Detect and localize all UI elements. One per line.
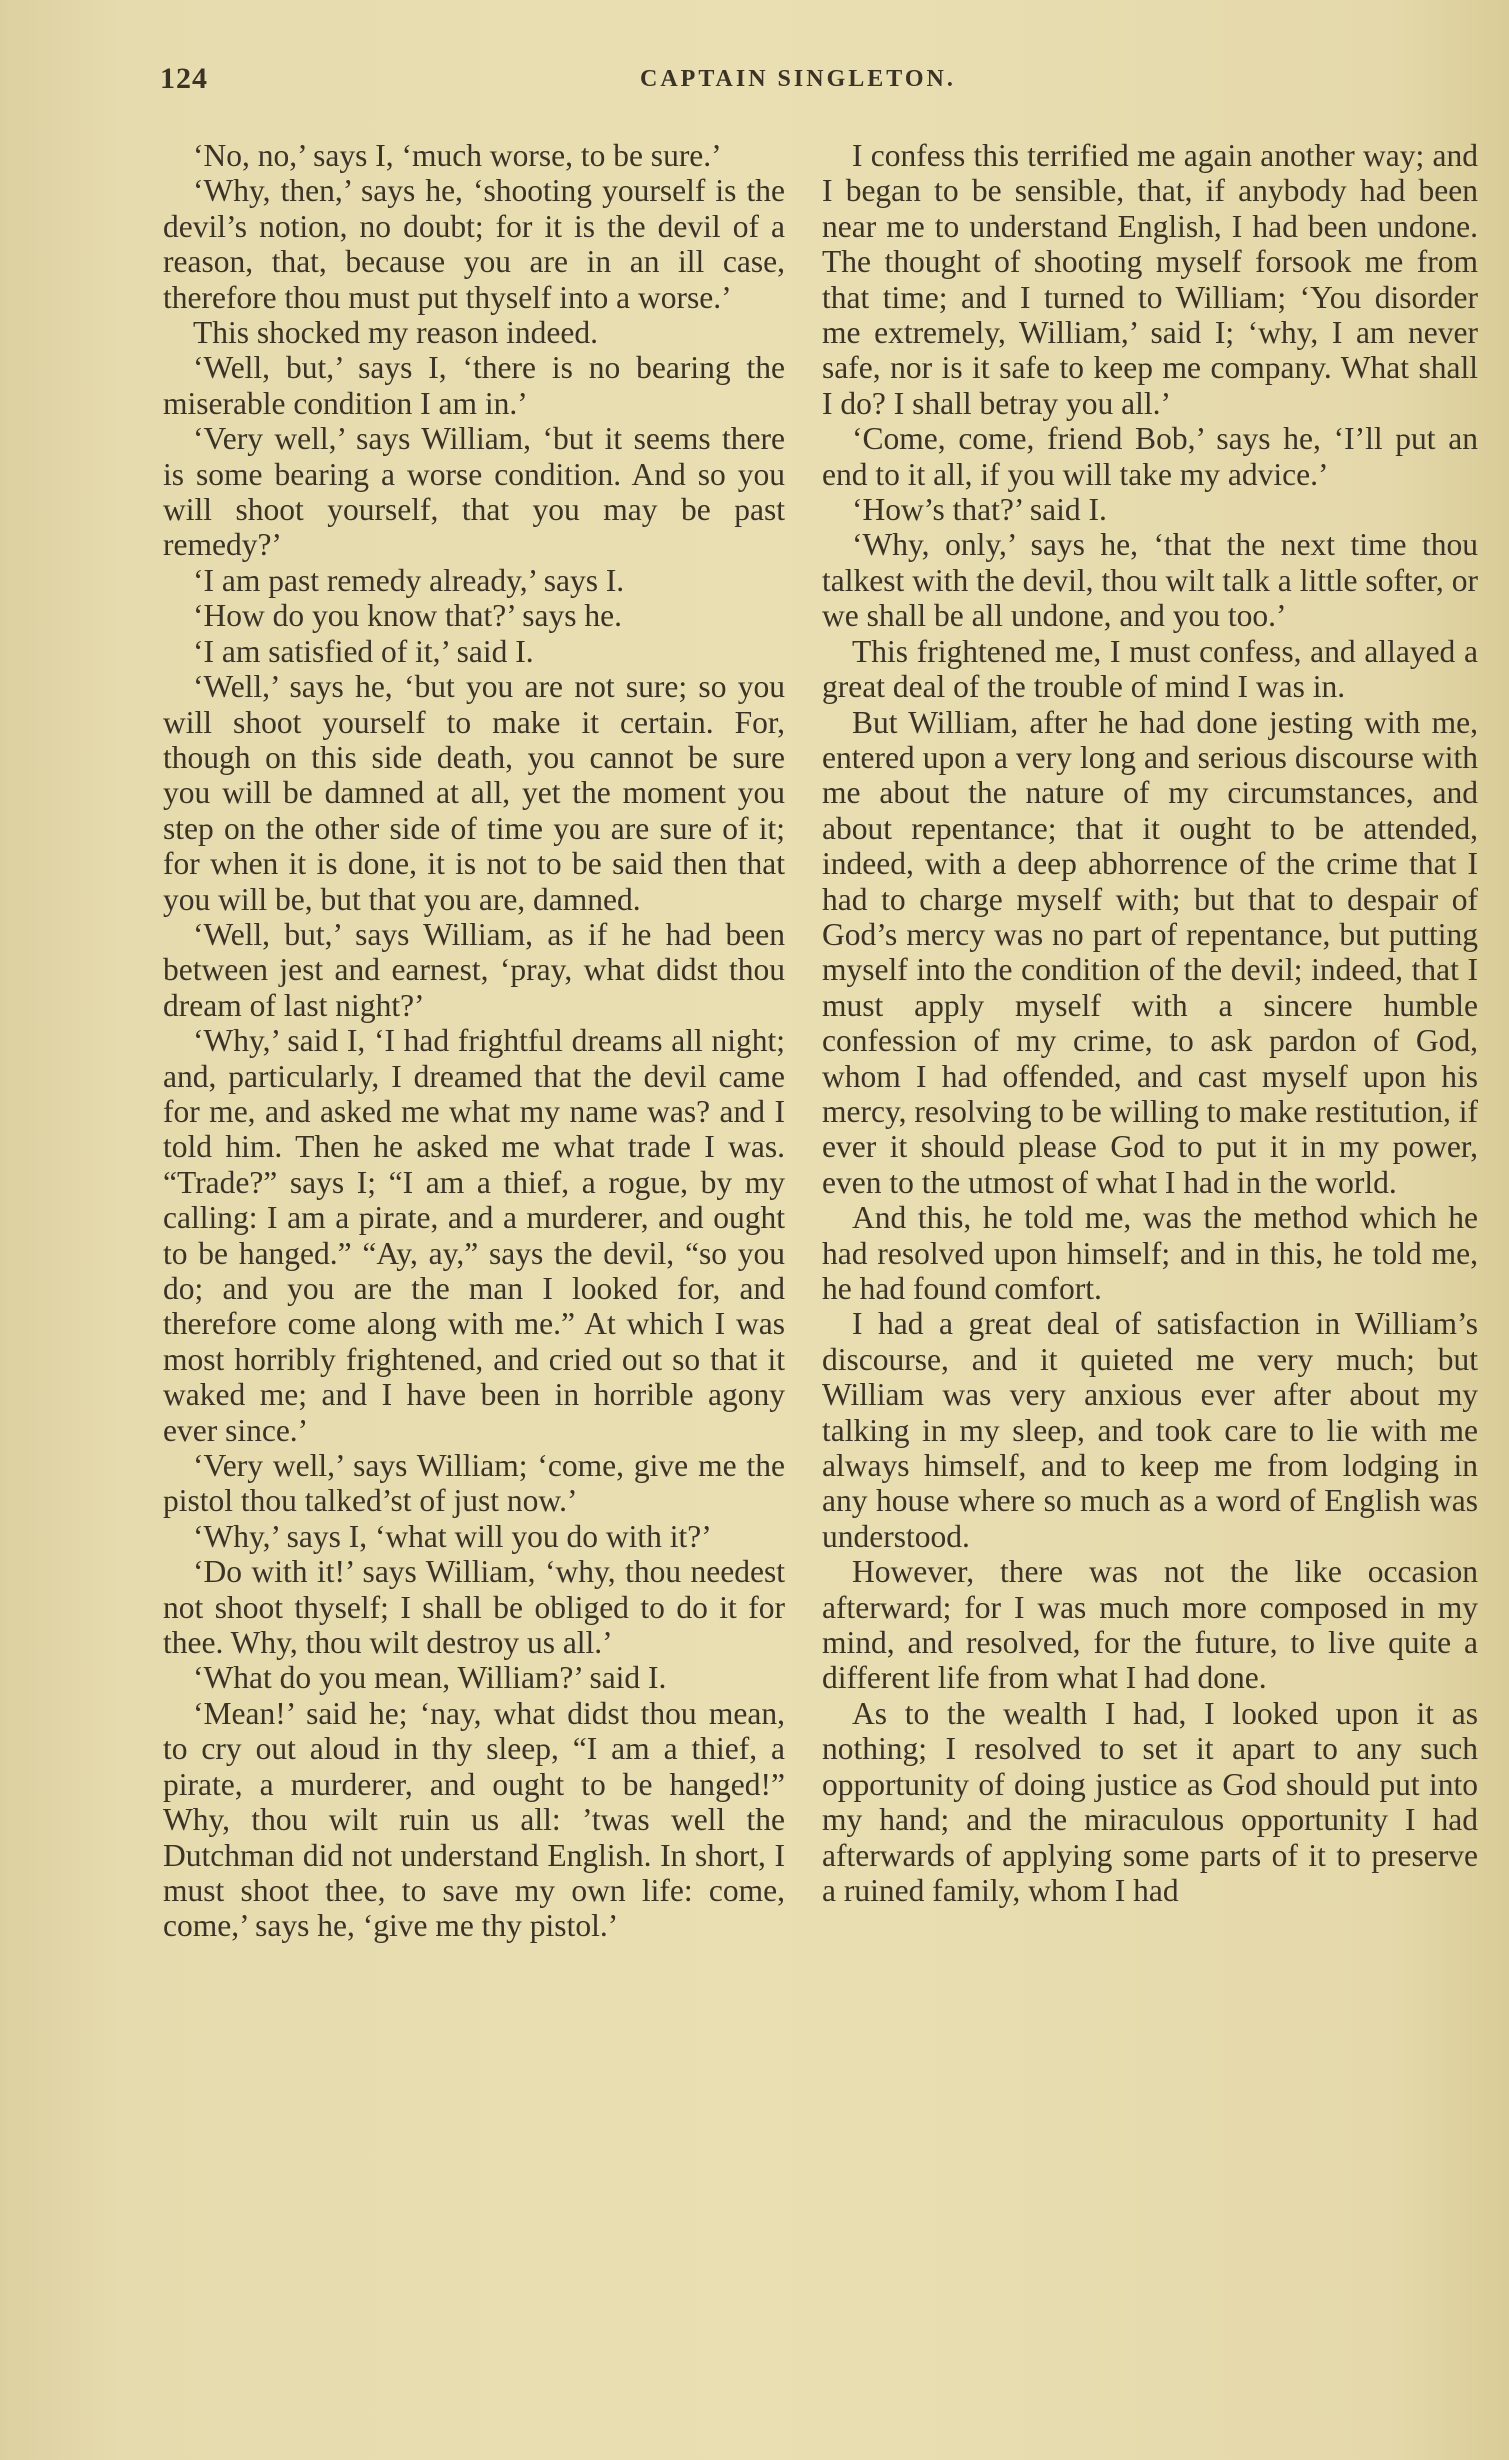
paragraph: This shocked my reason indeed. [193, 315, 599, 351]
paragraph: I had a great deal of satisfaction in William’s discourse, and it quieted me very much; but William was very anxious ever after about my talking in my sleep, and took care to lie with me always himself, and to keep me from lodging in any house where so much as a word of English was understood. [822, 1306, 1478, 1554]
paragraph: ‘Well, but,’ says William, as if he had been between jest and earnest, ‘pray, what didst thou dream of last night?’ [163, 916, 785, 1023]
paragraph: ‘Why, only,’ says he, ‘that the next time thou talkest with the devil, thou wilt talk a little softer, or we shall be all undone, and you too.’ [822, 527, 1478, 634]
paragraph: ‘What do you mean, William?’ said I. [193, 1660, 667, 1696]
paragraph: And this, he told me, was the method which he had resolved upon himself; and in this, he told me, he had found comfort. [822, 1200, 1478, 1306]
paragraph: ‘Very well,’ says William, ‘but it seems there is some bearing a worse condition. And so you will shoot yourself, that you may be past remedy?’ [163, 421, 785, 563]
paragraph: ‘I am satisfied of it,’ said I. [193, 633, 534, 669]
running-title: CAPTAIN SINGLETON. [640, 66, 956, 92]
paragraph: ‘Very well,’ says William; ‘come, give me the pistol thou talked’st of just now.’ [163, 1448, 785, 1519]
paragraph: ‘Why, then,’ says he, ‘shooting yourself is the devil’s notion, no doubt; for it is the devil of a reason, that, because you are in an ill case, therefore thou must put thyself into a worse.’ [163, 173, 785, 315]
paragraph: ‘No, no,’ says I, ‘much worse, to be sure.’ [193, 138, 722, 173]
page-number: 124 [160, 62, 208, 95]
paragraph: ‘Why,’ says I, ‘what will you do with it?’ [193, 1518, 712, 1554]
paragraph: ‘Do with it!’ says William, ‘why, thou needest not shoot thyself; I shall be obliged to do it for thee. Why, thou wilt destroy us all.’ [163, 1554, 785, 1661]
paragraph: I confess this terrified me again another way; and I began to be sensible, that, if anybody had been near me to understand English, I had been undone. The thought of shooting myself forsook me from that time; and I turned to William; ‘You disorder me extremely, William,’ said I; ‘why, I am never safe, nor is it safe to keep me company. What shall I do? I shall betray you all.’ [822, 138, 1478, 421]
paragraph: ‘Why,’ said I, ‘I had frightful dreams all night; and, particularly, I dreamed that the devil came for me, and asked me what my name was? and I told him. Then he asked me what trade I was. “Trade?” says I; “I am a thief, a rogue, by my calling: I am a pirate, and a murderer, and ought to be hanged.” “Ay, ay,” says the devil, “so you do; and you are the man I looked for, and therefore come along with me.” At which I was most horribly frightened, and cried out so that it waked me; and I have been in horrible agony ever since.’ [163, 1023, 785, 1448]
left-column [163, 138, 785, 1944]
right-column [822, 138, 1478, 1908]
paragraph: ‘Well, but,’ says I, ‘there is no bearing the miserable condition I am in.’ [163, 350, 785, 421]
paragraph: ‘Well,’ says he, ‘but you are not sure; so you will shoot yourself to make it certain. For, though on this side death, you cannot be sure you will be damned at all, yet the moment you step on the other side of time you are sure of it; for when it is done, it is not to be said then that you will be, but that you are, damned. [163, 669, 785, 917]
paragraph: ‘Come, come, friend Bob,’ says he, ‘I’ll put an end to it all, if you will take my advice.’ [822, 421, 1478, 492]
page-header [160, 62, 1460, 102]
paragraph: But William, after he had done jesting with me, entered upon a very long and serious discourse with me about the nature of my circumstances, and about repentance; that it ought to be attended, indeed, with a deep abhorrence of the crime that I had to charge myself with; but that to despair of God’s mercy was no part of repentance, but putting myself into the condition of the devil; indeed, that I must apply myself with a sincere humble confession of my crime, to ask pardon of God, whom I had offended, and cast myself upon his mercy, resolving to be willing to make restitution, if ever it should please God to put it in my power, even to the utmost of what I had in the world. [822, 704, 1478, 1200]
paragraph: ‘I am past remedy already,’ says I. [193, 562, 625, 598]
paragraph: ‘Mean!’ said he; ‘nay, what didst thou mean, to cry out aloud in thy sleep, “I am a thief, a pirate, a murderer, and ought to be hanged!” Why, thou wilt ruin us all: ’twas well the Dutchman did not understand English. In short, I must shoot thee, to save my own life: come, come,’ says he, ‘give me thy pistol.’ [163, 1695, 785, 1944]
paragraph: ‘How do you know that?’ says he. [193, 598, 622, 634]
paragraph: As to the wealth I had, I looked upon it as nothing; I resolved to set it apart to any such opportunity of doing justice as God should put into my hand; and the miraculous opportunity I had afterwards of applying some parts of it to preserve a ruined family, whom I had [822, 1695, 1478, 1908]
paragraph: However, there was not the like occasion afterward; for I was much more composed in my mind, and resolved, for the future, to live quite a different life from what I had done. [822, 1554, 1478, 1696]
paragraph: ‘How’s that?’ said I. [852, 492, 1107, 528]
paragraph: This frightened me, I must confess, and allayed a great deal of the trouble of mind I was in. [822, 633, 1478, 705]
